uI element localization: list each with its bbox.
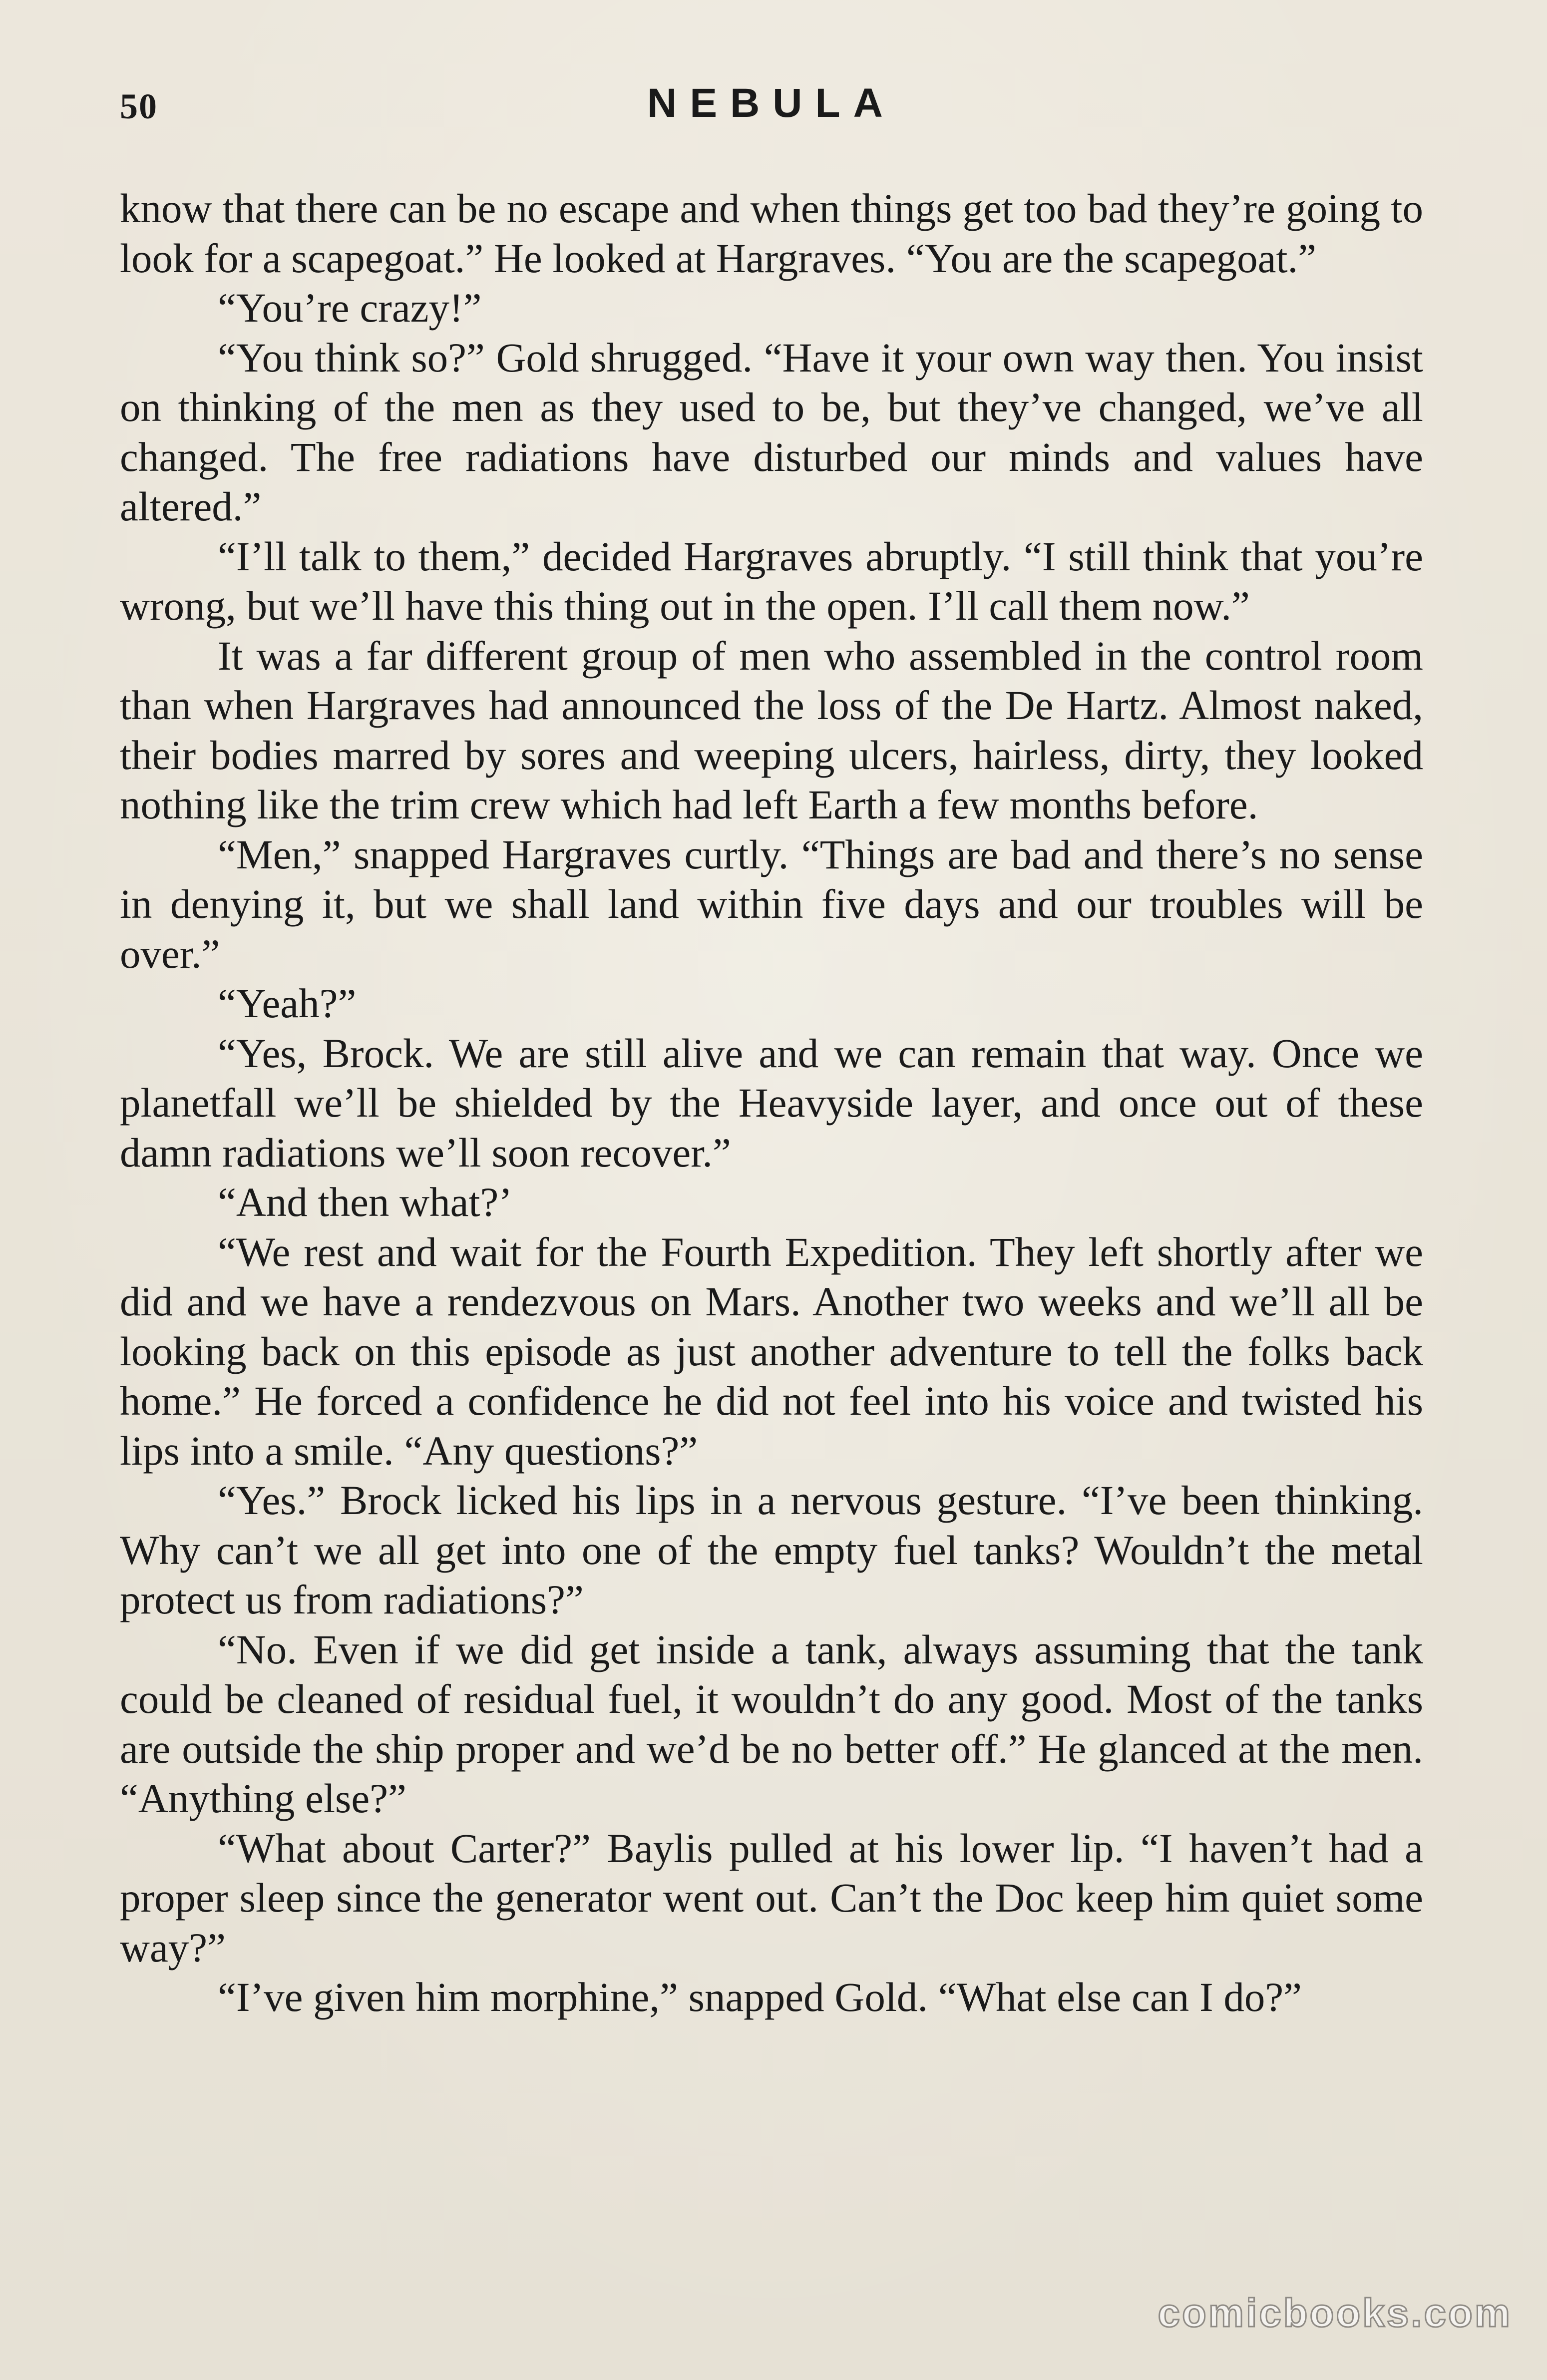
paragraph: “No. Even if we did get inside a tank, always assuming that the tank could be cleaned of residual fuel, it wouldn’t do any good. Most of the tanks are outside the ship proper and we’d be no better off.” He glanced at the men. “Anything else?” xyxy=(120,1626,1423,1821)
paragraph: know that there can be no escape and when things get too bad they’re going to look for a scapegoat.” He looked at Hargraves. “You are the scapegoat.” xyxy=(120,185,1423,281)
paragraph: “I’ve given him morphine,” snapped Gold. “What else can I do?” xyxy=(218,1974,1302,2020)
paragraph: “You’re crazy!” xyxy=(218,285,482,331)
paragraph: “We rest and wait for the Fourth Expedition. They left shortly after we did and we have a rendezvous on Mars. Another two weeks and we’ll all be looking back on this episode as just another adventure to tell the folks back home.” He forced a confidence he did not feel into his voice and twisted his lips into a smile. “Any questions?” xyxy=(120,1228,1423,1474)
paragraph: “Men,” snapped Hargraves curtly. “Things are bad and there’s no sense in denying it, but we shall land within five days and our troubles will be over.” xyxy=(120,831,1423,977)
paragraph: “Yes.” Brock licked his lips in a nervous gesture. “I’ve been thinking. Why can’t we all get into one of the empty fuel tanks? Wouldn’t the metal protect us from radiations?” xyxy=(120,1477,1423,1622)
story-text xyxy=(120,184,1423,2022)
magazine-title: NEBULA xyxy=(647,80,896,126)
paragraph: It was a far different group of men who assembled in the control room than when Hargraves had announced the loss of the De Hartz. Almost naked, their bodies marred by sores and weeping ulcers, hairless, dirty, they looked nothing like the trim crew which had left Earth a few months before. xyxy=(120,632,1423,827)
paragraph: “And then what?’ xyxy=(218,1179,512,1225)
running-head xyxy=(120,80,1423,135)
paragraph: “I’ll talk to them,” decided Hargraves abruptly. “I still think that you’re wrong, but we’ll have this thing out in the open. I’ll call them now.” xyxy=(120,533,1423,629)
paragraph: “You think so?” Gold shrugged. “Have it your own way then. You insist on thinking of the men as they used to be, but they’ve changed, we’ve all changed. The free radiations have disturbed our minds and values have altered.” xyxy=(120,334,1423,529)
watermark: comicbooks.com xyxy=(1158,2291,1512,2335)
paragraph: “What about Carter?” Baylis pulled at his lower lip. “I haven’t had a proper sleep since the generator went out. Can’t the Doc keep him quiet some way?” xyxy=(120,1825,1423,1971)
paragraph: “Yeah?” xyxy=(218,980,357,1026)
paragraph: “Yes, Brock. We are still alive and we can remain that way. Once we planetfall we’ll be shielded by the Heavyside layer, and once out of these damn radiations we’ll soon recover.” xyxy=(120,1030,1423,1176)
page-number: 50 xyxy=(120,86,158,126)
